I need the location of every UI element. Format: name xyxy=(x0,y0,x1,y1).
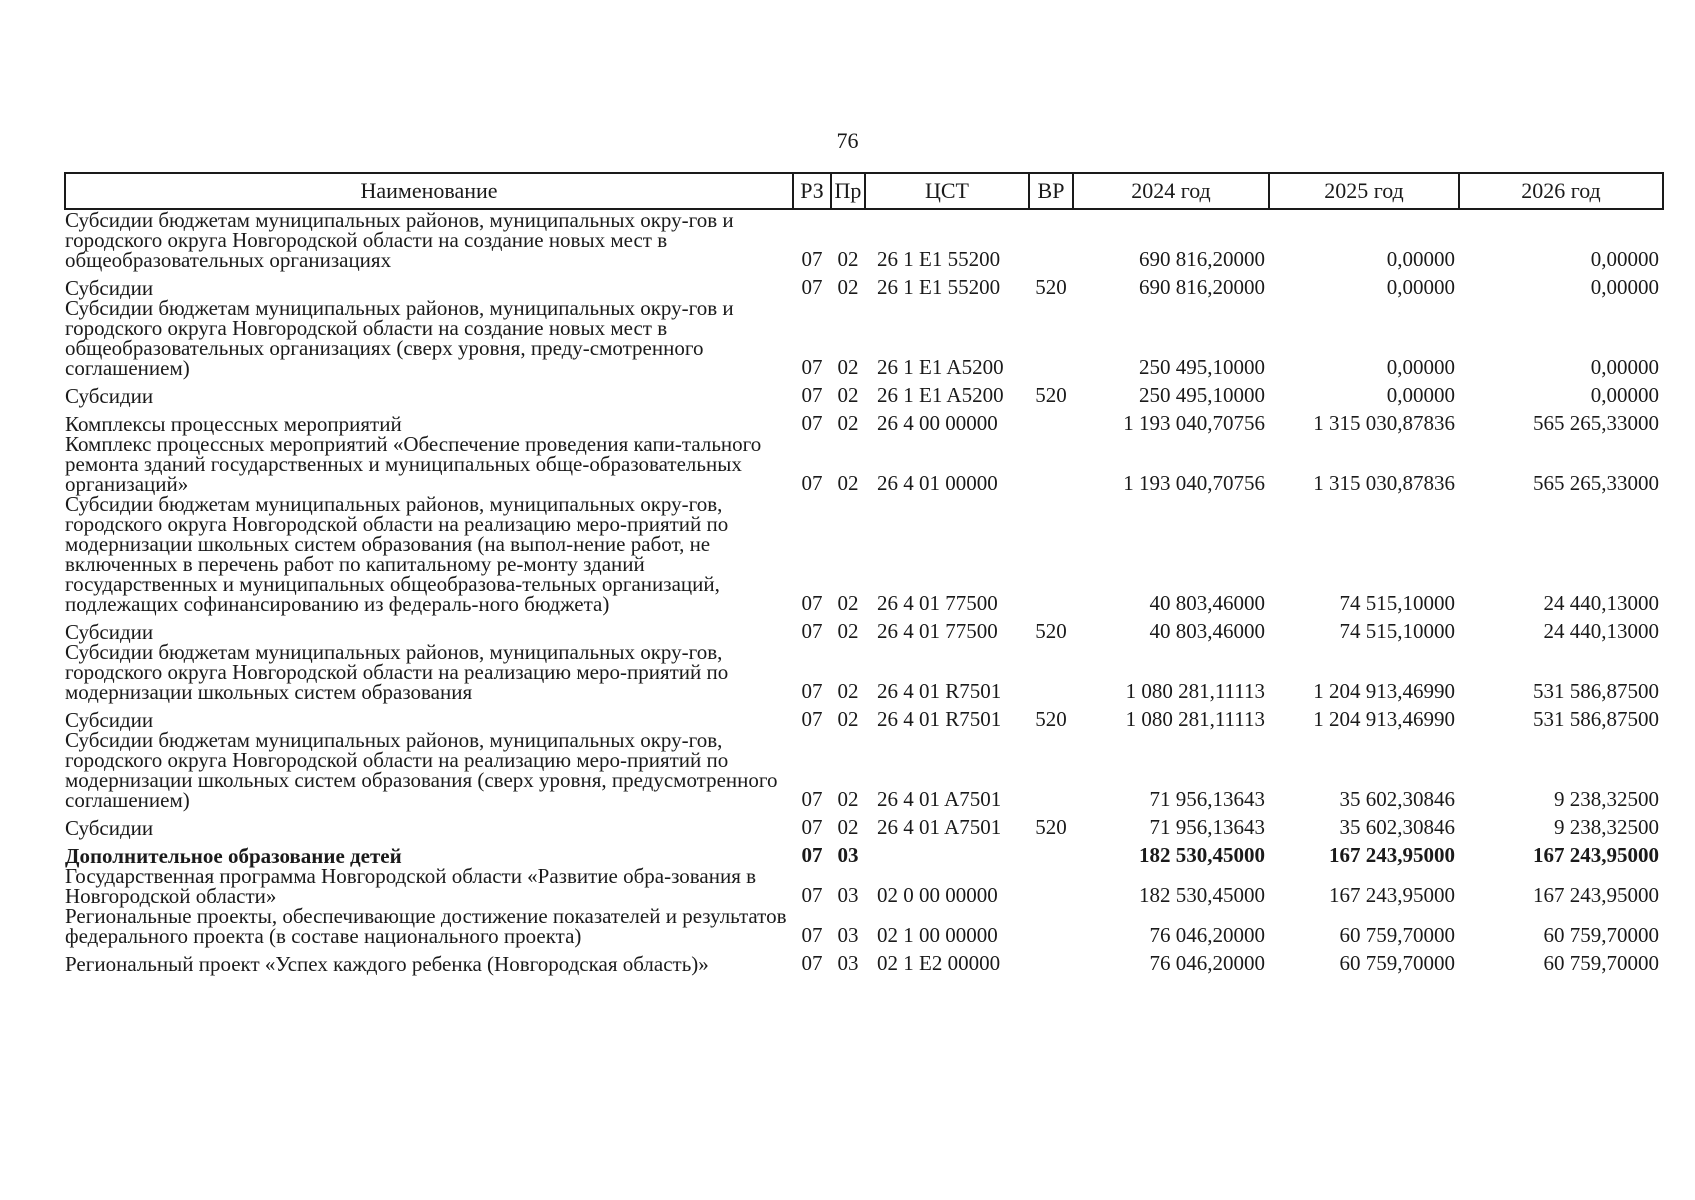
row-2026-cell: 9 238,32500 xyxy=(1554,787,1659,811)
row-2024-cell: 690 816,20000 xyxy=(1139,247,1265,271)
row-2025-cell: 35 602,30846 xyxy=(1339,787,1455,811)
row-vr-cell xyxy=(1029,946,1073,974)
row-pr-cell: 02 xyxy=(837,471,859,495)
table-row xyxy=(65,642,1663,702)
row-vr-cell: 520 xyxy=(1035,815,1067,839)
row-2024-cell: 1 080 281,11113 xyxy=(1125,679,1265,703)
row-pr-cell: 03 xyxy=(837,923,859,947)
row-pr-cell: 02 xyxy=(837,355,859,379)
row-name-cell: Субсидии бюджетам муниципальных районов, муниципальных окру-гов и городского округа Новгородской области на создание новых мест в общеобразовательных организациях (сверх уровня, преду-смотренного соглашением) xyxy=(65,296,734,380)
row-2025-cell: 60 759,70000 xyxy=(1339,923,1455,947)
row-pr-cell: 02 xyxy=(837,275,859,299)
row-2026-cell: 60 759,70000 xyxy=(1543,923,1659,947)
row-vr-cell: 520 xyxy=(1035,619,1067,643)
row-2026-cell: 531 586,87500 xyxy=(1533,707,1659,731)
row-2025-cell: 35 602,30846 xyxy=(1339,815,1455,839)
row-cst-cell: 26 4 01 A7501 xyxy=(877,787,1002,811)
header-cst: ЦСТ xyxy=(865,173,1029,209)
row-pr-cell: 02 xyxy=(837,247,859,271)
row-2024-cell: 690 816,20000 xyxy=(1139,275,1265,299)
row-vr-cell xyxy=(1029,730,1073,810)
row-pr-cell: 03 xyxy=(837,883,859,907)
row-2025-cell: 1 204 913,46990 xyxy=(1313,679,1455,703)
row-2024-cell: 76 046,20000 xyxy=(1149,923,1265,947)
row-name-cell: Субсидии бюджетам муниципальных районов, муниципальных окру-гов, городского округа Новгородской области на реализацию меро-приятий по модернизации школьных систем образования (сверх уровня, предусмотренного соглашением) xyxy=(65,728,778,812)
row-vr-cell xyxy=(1029,906,1073,946)
row-rz-cell: 07 xyxy=(801,591,823,615)
row-name-cell: Государственная программа Новгородской области «Развитие обра-зования в Новгородской области» xyxy=(65,864,757,908)
row-name-cell: Комплексы процессных мероприятий xyxy=(65,412,402,436)
row-2026-cell: 0,00000 xyxy=(1590,383,1659,407)
row-cst-cell: 26 4 01 R7501 xyxy=(877,707,1002,731)
table-row xyxy=(65,298,1663,378)
row-name-cell: Субсидии xyxy=(65,708,154,732)
table-row xyxy=(65,730,1663,810)
row-rz-cell: 07 xyxy=(801,923,823,947)
header-vr: ВР xyxy=(1029,173,1073,209)
table-row xyxy=(65,494,1663,614)
row-name-cell: Субсидии xyxy=(65,620,154,644)
header-2025: 2025 год xyxy=(1269,173,1459,209)
row-2025-cell: 1 315 030,87836 xyxy=(1313,411,1455,435)
table-row xyxy=(65,906,1663,946)
row-cst-cell: 02 1 E2 00000 xyxy=(877,951,1001,975)
header-2026: 2026 год xyxy=(1459,173,1663,209)
row-2026-cell: 0,00000 xyxy=(1590,247,1659,271)
row-2024-cell: 71 956,13643 xyxy=(1149,815,1265,839)
row-2024-cell: 1 193 040,70756 xyxy=(1123,471,1265,495)
table-row xyxy=(65,810,1663,838)
row-2026-cell: 167 243,95000 xyxy=(1533,843,1659,867)
row-rz-cell: 07 xyxy=(801,355,823,379)
row-2024-cell: 40 803,46000 xyxy=(1149,591,1265,615)
table-row xyxy=(65,209,1663,270)
row-vr-cell: 520 xyxy=(1035,383,1067,407)
row-rz-cell: 07 xyxy=(801,815,823,839)
row-rz-cell: 07 xyxy=(801,275,823,299)
row-cst-cell: 26 1 E1 55200 xyxy=(877,275,1001,299)
row-name-cell: Субсидии xyxy=(65,276,154,300)
row-2024-cell: 182 530,45000 xyxy=(1139,843,1265,867)
row-pr-cell: 02 xyxy=(837,787,859,811)
row-pr-cell: 03 xyxy=(837,843,859,867)
row-rz-cell: 07 xyxy=(801,619,823,643)
row-2026-cell: 24 440,13000 xyxy=(1543,619,1659,643)
row-rz-cell: 07 xyxy=(801,411,823,435)
row-2025-cell: 0,00000 xyxy=(1386,275,1455,299)
row-2026-cell: 531 586,87500 xyxy=(1533,679,1659,703)
row-2024-cell: 40 803,46000 xyxy=(1149,619,1265,643)
table-row xyxy=(65,702,1663,730)
row-name-cell: Субсидии бюджетам муниципальных районов, муниципальных окру-гов и городского округа Новгородской области на создание новых мест в общеобразовательных организациях xyxy=(65,208,734,272)
row-vr-cell: 520 xyxy=(1035,707,1067,731)
row-vr-cell xyxy=(1029,298,1073,378)
header-2024: 2024 год xyxy=(1073,173,1269,209)
row-vr-cell xyxy=(1029,406,1073,434)
row-cst-cell xyxy=(865,838,1029,866)
table-row xyxy=(65,838,1663,866)
table-row xyxy=(65,434,1663,494)
row-2024-cell: 250 495,10000 xyxy=(1139,355,1265,379)
row-rz-cell: 07 xyxy=(801,383,823,407)
row-pr-cell: 02 xyxy=(837,707,859,731)
row-2024-cell: 1 193 040,70756 xyxy=(1123,411,1265,435)
table-row xyxy=(65,614,1663,642)
row-cst-cell: 26 4 01 77500 xyxy=(877,619,998,643)
row-vr-cell xyxy=(1029,494,1073,614)
row-rz-cell: 07 xyxy=(801,247,823,271)
row-2024-cell: 250 495,10000 xyxy=(1139,383,1265,407)
row-cst-cell: 26 1 E1 55200 xyxy=(877,247,1001,271)
row-pr-cell: 02 xyxy=(837,591,859,615)
row-2025-cell: 1 204 913,46990 xyxy=(1313,707,1455,731)
row-2025-cell: 167 243,95000 xyxy=(1329,843,1455,867)
row-name-cell: Субсидии xyxy=(65,816,154,840)
row-2026-cell: 167 243,95000 xyxy=(1533,883,1659,907)
row-name-cell: Региональные проекты, обеспечивающие достижение показателей и результатов федерального проекта (в составе национального проекта) xyxy=(65,904,787,948)
row-cst-cell: 26 4 01 A7501 xyxy=(877,815,1002,839)
row-pr-cell: 02 xyxy=(837,619,859,643)
row-2024-cell: 76 046,20000 xyxy=(1149,951,1265,975)
row-cst-cell: 02 0 00 00000 xyxy=(877,883,998,907)
table-row xyxy=(65,866,1663,906)
row-cst-cell: 26 4 00 00000 xyxy=(877,411,998,435)
row-rz-cell: 07 xyxy=(801,679,823,703)
row-2025-cell: 0,00000 xyxy=(1386,355,1455,379)
row-pr-cell: 02 xyxy=(837,815,859,839)
row-2025-cell: 60 759,70000 xyxy=(1339,951,1455,975)
row-2025-cell: 0,00000 xyxy=(1386,247,1455,271)
row-pr-cell: 03 xyxy=(837,951,859,975)
row-name-cell: Субсидии xyxy=(65,384,154,408)
row-vr-cell: 520 xyxy=(1035,275,1067,299)
row-cst-cell: 02 1 00 00000 xyxy=(877,923,998,947)
row-pr-cell: 02 xyxy=(837,411,859,435)
budget-table xyxy=(64,172,1664,974)
header-pr: Пр xyxy=(831,173,865,209)
row-cst-cell: 26 1 E1 A5200 xyxy=(877,355,1004,379)
row-pr-cell: 02 xyxy=(837,679,859,703)
row-2025-cell: 0,00000 xyxy=(1386,383,1455,407)
row-2026-cell: 60 759,70000 xyxy=(1543,951,1659,975)
table-row xyxy=(65,270,1663,298)
row-rz-cell: 07 xyxy=(801,843,823,867)
row-pr-cell: 02 xyxy=(837,383,859,407)
row-name-cell: Дополнительное образование детей xyxy=(65,844,402,868)
row-name-cell: Комплекс процессных мероприятий «Обеспечение проведения капи-тального ремонта зданий государственных и муниципальных обще-образовательных организаций» xyxy=(65,432,762,496)
row-vr-cell xyxy=(1029,209,1073,270)
table-body xyxy=(65,209,1663,974)
row-cst-cell: 26 1 E1 A5200 xyxy=(877,383,1004,407)
row-rz-cell: 07 xyxy=(801,883,823,907)
row-2025-cell: 74 515,10000 xyxy=(1339,591,1455,615)
row-2024-cell: 182 530,45000 xyxy=(1139,883,1265,907)
row-vr-cell xyxy=(1029,838,1073,866)
row-rz-cell: 07 xyxy=(801,707,823,731)
table-row xyxy=(65,406,1663,434)
row-cst-cell: 26 4 01 77500 xyxy=(877,591,998,615)
row-2026-cell: 9 238,32500 xyxy=(1554,815,1659,839)
row-cst-cell: 26 4 01 R7501 xyxy=(877,679,1002,703)
row-2026-cell: 0,00000 xyxy=(1590,355,1659,379)
row-cst-cell: 26 4 01 00000 xyxy=(877,471,998,495)
table-row xyxy=(65,378,1663,406)
header-name: Наименование xyxy=(65,173,793,209)
row-vr-cell xyxy=(1029,434,1073,494)
row-2025-cell: 1 315 030,87836 xyxy=(1313,471,1455,495)
table-row xyxy=(65,946,1663,974)
row-2026-cell: 565 265,33000 xyxy=(1533,471,1659,495)
row-vr-cell xyxy=(1029,642,1073,702)
row-rz-cell: 07 xyxy=(801,471,823,495)
row-2024-cell: 71 956,13643 xyxy=(1149,787,1265,811)
row-2026-cell: 565 265,33000 xyxy=(1533,411,1659,435)
table-header xyxy=(65,173,1663,209)
row-2025-cell: 167 243,95000 xyxy=(1329,883,1455,907)
row-2025-cell: 74 515,10000 xyxy=(1339,619,1455,643)
page-number: 76 xyxy=(836,128,859,153)
header-rz: РЗ xyxy=(793,173,831,209)
row-2026-cell: 24 440,13000 xyxy=(1543,591,1659,615)
row-2024-cell: 1 080 281,11113 xyxy=(1125,707,1265,731)
row-2026-cell: 0,00000 xyxy=(1590,275,1659,299)
row-name-cell: Региональный проект «Успех каждого ребенка (Новгородская область)» xyxy=(65,952,709,976)
row-rz-cell: 07 xyxy=(801,951,823,975)
row-vr-cell xyxy=(1029,866,1073,906)
row-rz-cell: 07 xyxy=(801,787,823,811)
row-name-cell: Субсидии бюджетам муниципальных районов, муниципальных окру-гов, городского округа Новгородской области на реализацию меро-приятий по модернизации школьных систем образования (на выпол-нение работ, не включенных в перечень работ по капитальному ре-монту зданий государственных и муниципальных общеобразова-тельных организаций, подлежащих софинансированию из федераль-ного бюджета) xyxy=(65,492,729,616)
row-name-cell: Субсидии бюджетам муниципальных районов, муниципальных окру-гов, городского округа Новгородской области на реализацию меро-приятий по модернизации школьных систем образования xyxy=(65,640,729,704)
